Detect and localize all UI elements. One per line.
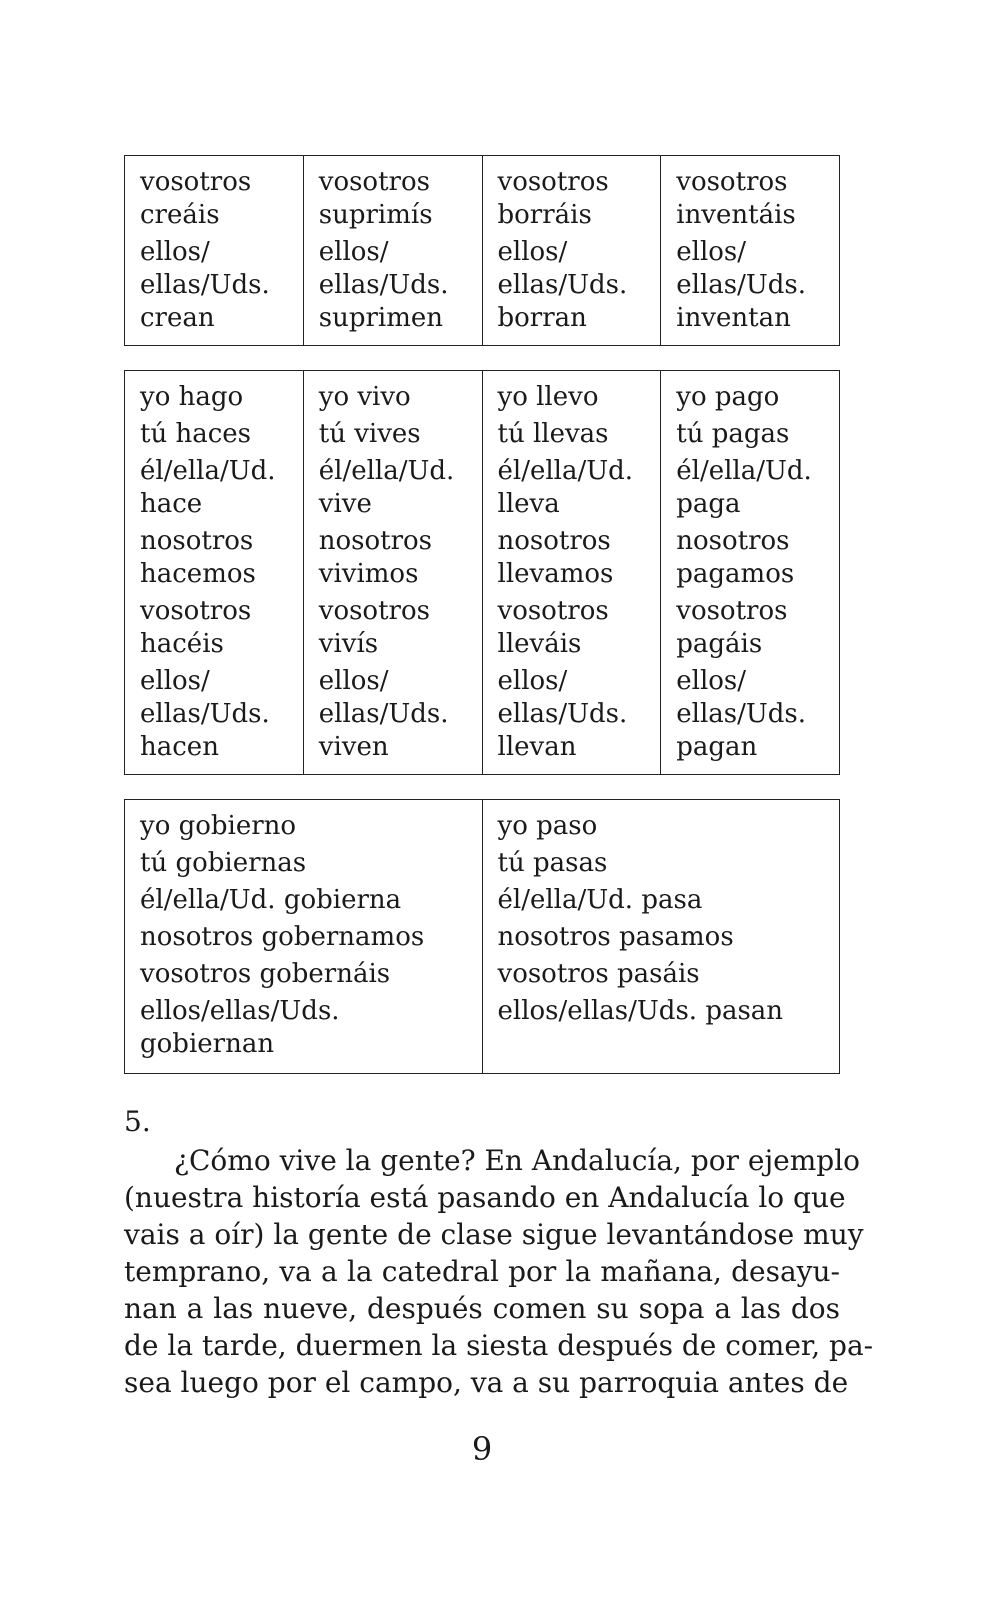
verb-cell-pasar: [482, 800, 840, 1074]
paragraph-line: de la tarde, duermen la siesta después de comer, pa-: [124, 1329, 874, 1362]
form-vosotros: vosotros pasáis: [497, 959, 700, 989]
form-ellos: ellos/ ellas/Uds. inventan: [676, 237, 807, 333]
form-yo: yo gobierno: [140, 811, 297, 841]
form-ellos: ellos/ ellas/Uds. suprimen: [318, 237, 449, 333]
form-tu: tú llevas: [497, 419, 609, 449]
form-ellos: ellos/ ellas/Uds. borran: [497, 237, 628, 333]
form-ellos: ellos/ellas/Uds. pasan: [497, 996, 784, 1026]
body-paragraph: [124, 1142, 874, 1401]
form-tu: tú pasas: [497, 848, 608, 878]
verb-cell-pagar: [661, 371, 840, 775]
verb-cell-borrar: [482, 156, 661, 346]
form-tu: tú pagas: [676, 419, 790, 449]
verb-cell-gobernar: [125, 800, 483, 1074]
form-ellos: ellos/ ellas/Uds. crean: [140, 237, 270, 333]
verb-cell-suprimir: [303, 156, 482, 346]
form-nosotros: nosotros pasamos: [497, 922, 734, 952]
form-el: él/ella/Ud. gobierna: [140, 885, 402, 915]
form-ellos: ellos/ ellas/Uds. viven: [318, 666, 449, 762]
form-vosotros: vosotros inventáis: [676, 167, 796, 230]
form-yo: yo hago: [140, 382, 244, 412]
paragraph-line: nan a las nueve, después comen su sopa a las dos: [124, 1292, 840, 1325]
paragraph-line: vais a oír) la gente de clase sigue levantándose muy: [124, 1218, 864, 1251]
form-tu: tú gobiernas: [140, 848, 307, 878]
form-el: él/ella/Ud. pasa: [497, 885, 703, 915]
paragraph-line: temprano, va a la catedral por la mañana, desayu-: [124, 1255, 840, 1288]
form-ellos: ellos/ ellas/Uds. llevan: [497, 666, 628, 762]
form-el: él/ella/Ud. paga: [676, 456, 812, 519]
verb-cell-crear: [125, 156, 304, 346]
form-vosotros: vosotros hacéis: [140, 596, 252, 659]
form-nosotros: nosotros pagamos: [676, 526, 795, 589]
form-vosotros: vosotros creáis: [140, 167, 252, 230]
paragraph-line: (nuestra historía está pasando en Andalucía lo que: [124, 1181, 846, 1214]
form-vosotros: vosotros borráis: [497, 167, 609, 230]
page-number: 9: [471, 1430, 493, 1468]
verb-cell-vivir: [303, 371, 482, 775]
form-vosotros: vosotros lleváis: [497, 596, 609, 659]
form-yo: yo paso: [497, 811, 598, 841]
table-row: [125, 156, 840, 346]
form-ellos: ellos/ellas/Uds. gobiernan: [140, 996, 340, 1059]
form-vosotros: vosotros pagáis: [676, 596, 788, 659]
form-el: él/ella/Ud. lleva: [497, 456, 634, 519]
form-tu: tú vives: [318, 419, 421, 449]
form-ellos: ellos/ ellas/Uds. hacen: [140, 666, 270, 762]
form-yo: yo vivo: [318, 382, 411, 412]
form-el: él/ella/Ud. hace: [140, 456, 276, 519]
verb-cell-hacer: [125, 371, 304, 775]
form-yo: yo llevo: [497, 382, 599, 412]
conjugation-table-1: [124, 155, 840, 346]
table-row: [125, 800, 840, 1074]
paragraph-line: ¿Cómo vive la gente? En Andalucía, por ejemplo: [174, 1144, 861, 1177]
table-row: [125, 371, 840, 775]
form-nosotros: nosotros hacemos: [140, 526, 256, 589]
form-vosotros: vosotros gobernáis: [140, 959, 391, 989]
form-tu: tú haces: [140, 419, 251, 449]
form-vosotros: vosotros vivís: [318, 596, 430, 659]
form-nosotros: nosotros llevamos: [497, 526, 614, 589]
form-ellos: ellos/ ellas/Uds. pagan: [676, 666, 807, 762]
form-yo: yo pago: [676, 382, 780, 412]
verb-cell-llevar: [482, 371, 661, 775]
paragraph-line: sea luego por el campo, va a su parroquia antes de: [124, 1366, 849, 1399]
form-nosotros: nosotros vivimos: [318, 526, 433, 589]
verb-cell-inventar: [661, 156, 840, 346]
section-number: 5.: [124, 1105, 151, 1138]
conjugation-table-2: [124, 370, 840, 775]
form-el: él/ella/Ud. vive: [318, 456, 455, 519]
conjugation-table-3: [124, 799, 840, 1074]
form-nosotros: nosotros gobernamos: [140, 922, 425, 952]
form-vosotros: vosotros suprimís: [318, 167, 433, 230]
